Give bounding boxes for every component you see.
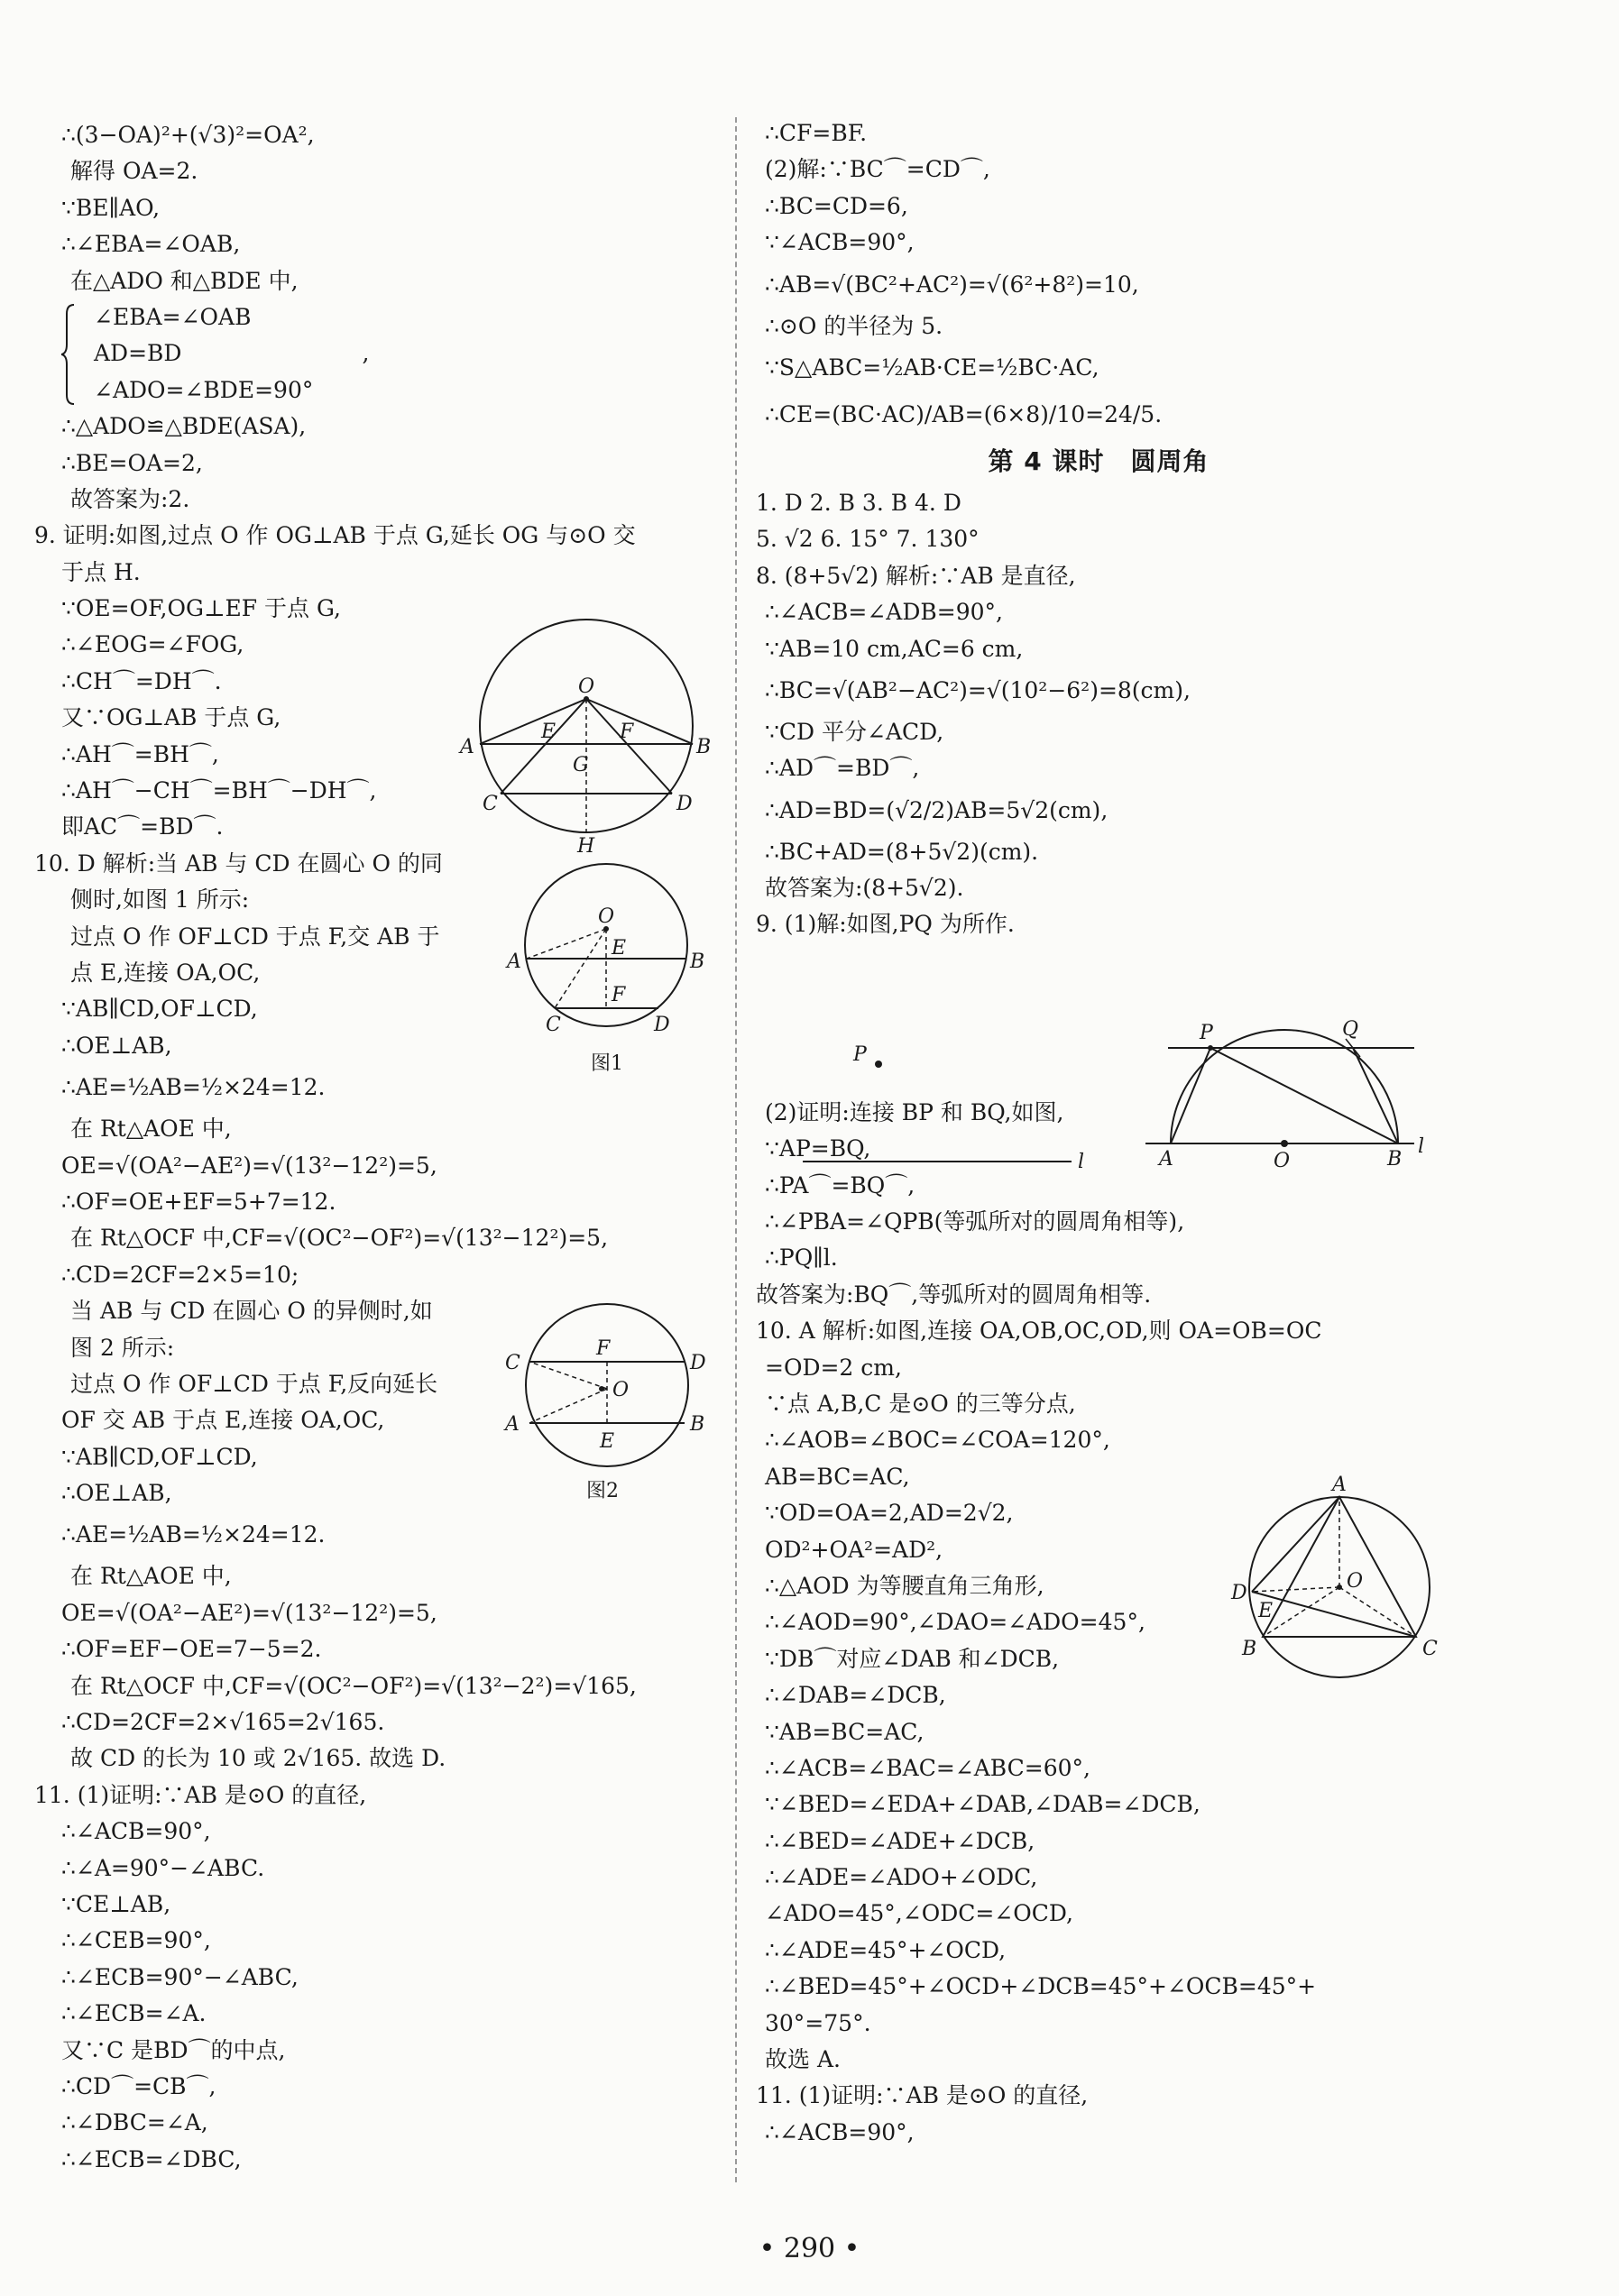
text-line: ∵AB∥CD,OF⊥CD, xyxy=(61,1443,258,1470)
left-column xyxy=(34,117,729,2178)
figure-label: l xyxy=(1078,1151,1085,1173)
figure-label: A xyxy=(460,736,474,758)
text-line: ∵S△ABC=½AB·CE=½BC·AC, xyxy=(765,354,1099,381)
text-line: OF 交 AB 于点 E,连接 OA,OC, xyxy=(61,1407,385,1434)
text-line: 当 AB 与 CD 在圆心 O 的异侧时,如 xyxy=(70,1298,433,1325)
question-9-start: 9. (1)解:如图,PQ 为所作. xyxy=(756,911,1015,938)
figure-label: C xyxy=(505,1352,520,1374)
question-8-start: 8. (8+5√2) 解析:∵AB 是直径, xyxy=(756,562,1076,589)
question-10-start: 10. A 解析:如图,连接 OA,OB,OC,OD,则 OA=OB=OC xyxy=(756,1318,1322,1345)
figure-label: O xyxy=(612,1379,630,1401)
figure-label: F xyxy=(596,1337,611,1360)
figure-label: A xyxy=(507,951,521,973)
figure-label: E xyxy=(600,1430,615,1453)
text-line: 过点 O 作 OF⊥CD 于点 F,交 AB 于 xyxy=(70,923,440,950)
figure-label: A xyxy=(1332,1474,1347,1496)
column-divider xyxy=(735,117,737,2182)
text-line: (2)解:∵BC⌒=CD⌒, xyxy=(765,156,990,183)
answer-row: 1. D 2. B 3. B 4. D xyxy=(756,489,961,516)
figure-label: B xyxy=(1242,1638,1257,1660)
figure-label: E xyxy=(612,937,627,960)
text-line: ∴BC=CD=6, xyxy=(765,192,908,219)
text-line: ∵AP=BQ, xyxy=(765,1135,871,1162)
figure-label: A xyxy=(1159,1148,1173,1171)
figure-label: A xyxy=(505,1413,520,1436)
text-line: ∴CE=(BC·AC)/AB=(6×8)/10=24/5. xyxy=(765,400,1163,427)
figure-caption: 图1 xyxy=(591,1052,623,1075)
figure-label: l xyxy=(1418,1135,1425,1158)
text-line: OE=√(OA²−AE²)=√(13²−12²)=5, xyxy=(61,1152,437,1179)
text-line: ∴∠A=90°−∠ABC. xyxy=(61,1854,265,1881)
text-line: ∴∠PBA=∠QPB(等弧所对的圆周角相等), xyxy=(765,1208,1185,1235)
text-line: 又∵OG⊥AB 于点 G, xyxy=(61,704,281,731)
text-line: 在△ADO 和△BDE 中, xyxy=(70,267,299,294)
text-line: ∴∠EOG=∠FOG, xyxy=(61,631,244,658)
question-10-start: 10. D 解析:当 AB 与 CD 在圆心 O 的同 xyxy=(34,850,443,877)
text-line: ∴PA⌒=BQ⌒, xyxy=(765,1171,915,1199)
text-line: ∴OF=EF−OE=7−5=2. xyxy=(61,1636,322,1663)
figure-label: C xyxy=(1422,1638,1438,1660)
text-line: ∴BC=√(AB²−AC²)=√(10²−6²)=8(cm), xyxy=(765,676,1191,703)
text-line: 故答案为:(8+5√2). xyxy=(765,875,964,902)
text-line: 在 Rt△OCF 中,CF=√(OC²−OF²)=√(13²−12²)=5, xyxy=(70,1225,609,1252)
text-line: 即AC⌒=BD⌒. xyxy=(61,813,224,840)
text-line: ∴BE=OA=2, xyxy=(61,449,203,476)
text-line: 故答案为:2. xyxy=(70,485,190,512)
page-number: • 290 • xyxy=(759,2233,860,2264)
figure-label: D xyxy=(1231,1582,1247,1604)
text-line: ∴∠ACB=90°, xyxy=(61,1818,211,1845)
figure-label: P xyxy=(1200,1022,1213,1044)
text-line: ∴∠EBA=∠OAB, xyxy=(61,231,241,258)
text-line: ∠EBA=∠OAB xyxy=(94,303,252,330)
text-line: ∴∠ACB=∠ADB=90°, xyxy=(765,599,1003,626)
figure-label: E xyxy=(1258,1600,1274,1622)
figure-label: F xyxy=(612,984,626,1006)
text-line: ∵点 A,B,C 是⊙O 的三等分点, xyxy=(765,1390,1076,1417)
left-brace-icon xyxy=(61,303,79,406)
text-line: ∴CH⌒=DH⌒. xyxy=(61,667,222,694)
text-line: 图 2 所示: xyxy=(70,1334,175,1361)
text-line: ∴AH⌒−CH⌒=BH⌒−DH⌒, xyxy=(61,777,377,804)
text-line: 故 CD 的长为 10 或 2√165. 故选 D. xyxy=(70,1745,446,1772)
text-line: ∴△ADO≌△BDE(ASA), xyxy=(61,413,307,440)
text-line: 在 Rt△AOE 中, xyxy=(70,1563,232,1590)
figure-label: D xyxy=(690,1352,706,1374)
text-line: ∠ADO=∠BDE=90° xyxy=(94,376,314,403)
text-line: 点 E,连接 OA,OC, xyxy=(70,959,261,986)
figure-q10-fig1 xyxy=(505,855,722,1093)
figure-label: C xyxy=(546,1014,561,1036)
figure-q9-circle xyxy=(460,613,722,860)
figure-label: O xyxy=(1347,1570,1364,1593)
text-line: 于点 H. xyxy=(61,558,141,585)
text-line: ∴∠ADE=∠ADO+∠ODC, xyxy=(765,1864,1038,1891)
figure-label: B xyxy=(690,1413,705,1436)
figure-caption: 图2 xyxy=(586,1480,619,1502)
text-line: 又∵C 是BD⌒的中点, xyxy=(61,2036,286,2063)
text-line: ∴∠BED=45°+∠OCD+∠DCB=45°+∠OCB=45°+ xyxy=(765,1973,1317,2000)
text-line: ∴BC+AD=(8+5√2)(cm). xyxy=(765,838,1039,865)
figure-label: B xyxy=(690,951,705,973)
question-11-start: 11. (1)证明:∵AB 是⊙O 的直径, xyxy=(34,1781,367,1808)
text-line: 在 Rt△OCF 中,CF=√(OC²−OF²)=√(13²−2²)=√165, xyxy=(70,1672,637,1699)
figure-q9-given xyxy=(785,1028,1109,1185)
text-line: ∵OD=OA=2,AD=2√2, xyxy=(765,1500,1014,1527)
figure-label: O xyxy=(598,905,615,928)
text-line: OD²+OA²=AD², xyxy=(765,1536,943,1563)
text-line: 侧时,如图 1 所示: xyxy=(70,886,250,914)
text-line: ∴CD=2CF=2×√165=2√165. xyxy=(61,1709,385,1736)
figure-label: H xyxy=(577,835,595,858)
text-line: ∴∠ECB=∠A. xyxy=(61,2000,207,2027)
text-line: OE=√(OA²−AE²)=√(13²−12²)=5, xyxy=(61,1599,437,1626)
text-line: =OD=2 cm, xyxy=(765,1354,902,1381)
text-line: ∴AB=√(BC²+AC²)=√(6²+8²)=10, xyxy=(765,271,1139,298)
figure-label: D xyxy=(654,1014,670,1036)
text-line: ∴∠DAB=∠DCB, xyxy=(765,1682,946,1709)
figure-q10-fig2 xyxy=(501,1299,722,1519)
text-line: ∴∠DBC=∠A, xyxy=(61,2109,208,2136)
text-line: ∵DB⌒对应∠DAB 和∠DCB, xyxy=(765,1645,1060,1672)
figure-label: O xyxy=(578,675,595,698)
text-line: 30°=75°. xyxy=(765,2009,871,2036)
text-line: 故选 A. xyxy=(765,2046,841,2073)
text-line: ∴CF=BF. xyxy=(765,120,868,146)
text-line: ∴⊙O 的半径为 5. xyxy=(765,312,943,339)
text-line: ∴AD=BD=(√2/2)AB=5√2(cm), xyxy=(765,796,1108,823)
text-line: ∴AH⌒=BH⌒, xyxy=(61,740,219,767)
answer-row: 5. √2 6. 15° 7. 130° xyxy=(756,526,980,553)
question-9-start: 9. 证明:如图,过点 O 作 OG⊥AB 于点 G,延长 OG 与⊙O 交 xyxy=(34,522,636,549)
text-line: ∴∠ACB=∠BAC=∠ABC=60°, xyxy=(765,1754,1090,1781)
text-line: ∴∠ECB=∠DBC, xyxy=(61,2145,242,2172)
figure-label: G xyxy=(573,754,589,776)
figure-label: F xyxy=(620,721,634,743)
section-title: 第 4 课时 圆周角 xyxy=(988,445,1210,476)
text-line: ∴CD⌒=CB⌒, xyxy=(61,2072,216,2099)
text-line: ∴OE⊥AB, xyxy=(61,1480,172,1507)
text-line: ∵AB=BC=AC, xyxy=(765,1718,924,1745)
figure-label: P xyxy=(853,1043,867,1066)
text-line: ∴∠BED=∠ADE+∠DCB, xyxy=(765,1827,1035,1854)
figure-q9-construction xyxy=(1145,1010,1443,1176)
figure-label: D xyxy=(676,793,693,815)
equation-system xyxy=(61,299,729,409)
figure-label: C xyxy=(483,793,498,815)
text-line: ∵CE⊥AB, xyxy=(61,1890,171,1917)
text-line: ∵BE∥AO, xyxy=(61,194,161,221)
figure-q10-triangle xyxy=(1231,1474,1448,1704)
text-line: AB=BC=AC, xyxy=(765,1463,910,1490)
text-line: ∴∠ACB=90°, xyxy=(765,2118,915,2145)
text-line: 解得 OA=2. xyxy=(70,158,198,185)
text-line: ∴AE=½AB=½×24=12. xyxy=(61,1074,326,1101)
question-11-start: 11. (1)证明:∵AB 是⊙O 的直径, xyxy=(756,2082,1089,2109)
text-line: ∵∠ACB=90°, xyxy=(765,229,915,256)
text-line: ∴∠CEB=90°, xyxy=(61,1927,211,1954)
text-line: 在 Rt△AOE 中, xyxy=(70,1116,232,1143)
text-line: (2)证明:连接 BP 和 BQ,如图, xyxy=(765,1098,1064,1125)
text-line: ∴△AOD 为等腰直角三角形, xyxy=(765,1572,1044,1599)
text-line: 故答案为:BQ⌒,等弧所对的圆周角相等. xyxy=(756,1281,1152,1308)
text-line: 过点 O 作 OF⊥CD 于点 F,反向延长 xyxy=(70,1370,438,1397)
text-line: ∵AB∥CD,OF⊥CD, xyxy=(61,996,258,1023)
text-line: ∴∠ECB=90°−∠ABC, xyxy=(61,1963,299,1990)
text-line: ∵OE=OF,OG⊥EF 于点 G, xyxy=(61,595,341,622)
text-line: ∴∠AOB=∠BOC=∠COA=120°, xyxy=(765,1427,1110,1454)
text-line: ∠ADO=45°,∠ODC=∠OCD, xyxy=(765,1900,1073,1927)
figure-label: B xyxy=(1387,1148,1403,1171)
text-line: ∵AB=10 cm,AC=6 cm, xyxy=(765,635,1024,662)
figure-label: Q xyxy=(1342,1018,1359,1041)
text-line: AD=BD , xyxy=(94,340,370,367)
text-line: ∴OF=OE+EF=5+7=12. xyxy=(61,1188,336,1215)
text-line: ∴(3−OA)²+(√3)²=OA², xyxy=(61,122,315,148)
text-line: ∴∠ADE=45°+∠OCD, xyxy=(765,1936,1007,1963)
text-line: ∴CD=2CF=2×5=10; xyxy=(61,1261,299,1288)
text-line: ∴AE=½AB=½×24=12. xyxy=(61,1521,326,1548)
figure-label: O xyxy=(1274,1150,1291,1172)
figure-label: E xyxy=(541,721,557,743)
text-line: ∴PQ∥l. xyxy=(765,1244,838,1272)
text-line: ∴AD⌒=BD⌒, xyxy=(765,755,920,782)
text-line: ∴OE⊥AB, xyxy=(61,1032,172,1059)
text-line: ∵∠BED=∠EDA+∠DAB,∠DAB=∠DCB, xyxy=(765,1791,1200,1818)
figure-label: B xyxy=(696,736,712,758)
text-line: ∵CD 平分∠ACD, xyxy=(765,718,944,745)
text-line: ∴∠AOD=90°,∠DAO=∠ADO=45°, xyxy=(765,1609,1145,1636)
